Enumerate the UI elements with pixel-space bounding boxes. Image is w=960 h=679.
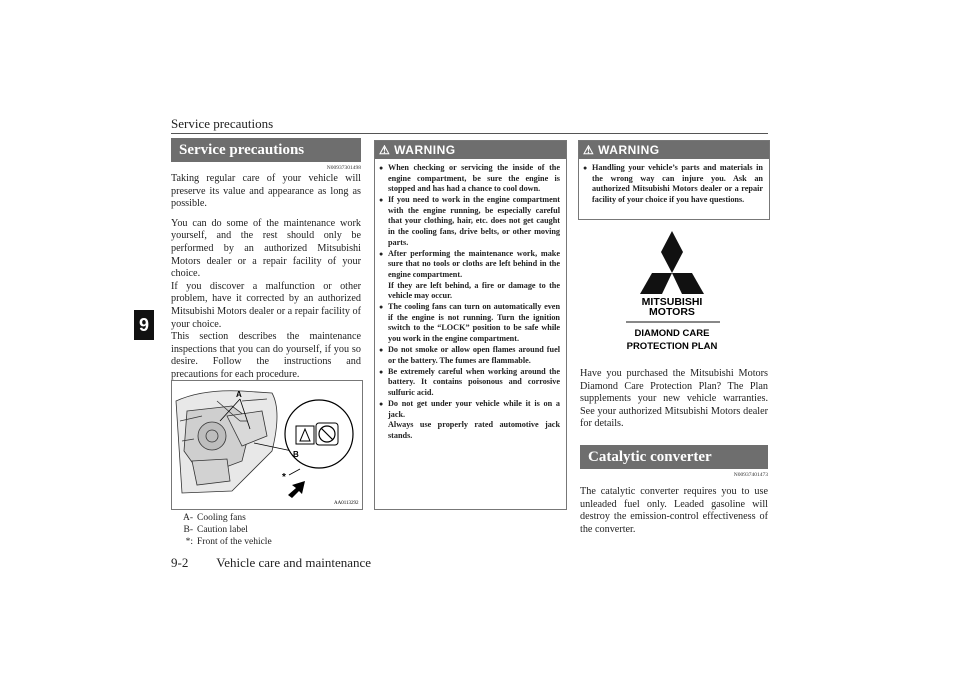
paragraph-2: You can do some of the maintenance work yourself, and the rest should only be performed by an authorized Mitsubishi Motors dealer or a repair facility of your choice. — [171, 217, 361, 280]
catalytic-section — [580, 445, 768, 536]
warning-item — [379, 249, 560, 302]
front-arrow-icon — [288, 481, 305, 498]
warning-item — [379, 399, 560, 441]
warning-triangle-icon: ⚠ — [379, 143, 391, 157]
warning-item-text: ● Do not get under your vehicle while it is on a jack. — [388, 399, 560, 419]
page-footer — [171, 555, 371, 571]
mitsubishi-diamond-care-logo — [620, 226, 730, 356]
plan-line-2: PROTECTION PLAN — [626, 341, 718, 352]
callout-a: A — [236, 390, 242, 399]
warning-item: ● If you need to work in the engine compartment with the engine running, be especially careful that your clothing, hair, etc. does not get caught in the cooling fans, drive belts, or other moving parts. — [379, 195, 560, 248]
warning-list — [375, 159, 566, 446]
section-heading-service-precautions: Service precautions — [171, 138, 361, 162]
legend-item: B- Caution label — [183, 525, 248, 535]
warning-box-maintenance — [374, 140, 567, 510]
legend-item: A- Cooling fans — [182, 513, 246, 523]
chapter-tab: 9 — [134, 310, 154, 340]
diamond-care-paragraph: Have you purchased the Mitsubishi Motors Diamond Care Protection Plan? The Plan supplements your new vehicle warranties. See your authorized Mitsubishi Motors dealer for details. — [580, 368, 768, 430]
warning-item-sub: If they are left behind, a fire or damage to the vehicle may occur. — [388, 280, 560, 301]
warning-list — [579, 159, 769, 210]
column-1 — [171, 138, 361, 382]
engine-illustration — [172, 381, 362, 509]
warning-item: ● When checking or servicing the inside of the engine compartment, be sure the engine is stopped and has had a chance to cool down. — [379, 163, 560, 195]
warning-item: ● Do not smoke or allow open flames around fuel or the battery. The fumes are flammable. — [379, 345, 560, 366]
running-header: Service precautions — [171, 116, 274, 131]
brand-line-1: MITSUBISHI — [641, 296, 703, 308]
warning-item-text: ● After performing the maintenance work, make sure that no tools or cloths are left behind in the engine compartment. — [388, 248, 560, 279]
catalytic-paragraph: The catalytic converter requires you to use unleaded fuel only. Leaded gasoline will destroy the emission-control effectiveness of the converter. — [580, 486, 768, 535]
legend-item: *: Front of the vehicle — [185, 537, 272, 547]
three-diamonds-icon — [620, 226, 730, 356]
warning-title: WARNING — [598, 143, 660, 157]
section-code: N00937401473 — [733, 472, 768, 478]
plan-line-1: DIAMOND CARE — [634, 328, 710, 339]
paragraph-1: Taking regular care of your vehicle will preserve its value and appearance as long as possible. — [171, 173, 361, 210]
figure-legend — [171, 512, 361, 548]
paragraph-4: This section describes the maintenance inspections that you can do yourself, if you so desire. Follow the instructions and precautions for each procedure. — [171, 331, 361, 380]
engine-compartment-figure — [171, 380, 363, 510]
callout-b: B — [293, 450, 299, 459]
warning-item: ● Handling your vehicle’s parts and materials in the wrong way can injure you. Ask an authorized Mitsubishi Motors dealer or a repair facility of your choice if you have questions. — [583, 163, 763, 205]
header-rule — [171, 133, 768, 134]
figure-code: AA0113292 — [334, 501, 359, 506]
section-code: N00937301498 — [326, 165, 361, 171]
warning-header — [579, 141, 769, 159]
section-heading-catalytic-converter: Catalytic converter — [580, 445, 768, 469]
warning-triangle-icon: ⚠ — [583, 143, 595, 157]
warning-title: WARNING — [394, 143, 456, 157]
warning-item-sub: Always use properly rated automotive jack stands. — [388, 420, 560, 440]
paragraph-3: If you discover a malfunction or other problem, have it corrected by an authorized Mitsubishi Motors dealer or a repair facility of your choice. — [171, 280, 361, 330]
warning-header — [375, 141, 566, 159]
brand-line-2: MOTORS — [649, 306, 695, 318]
chapter-name: Vehicle care and maintenance — [216, 555, 372, 570]
warning-box-parts — [578, 140, 770, 220]
warning-item: ● Be extremely careful when working around the battery. It contains poisonous and corrosive sulfuric acid. — [379, 367, 560, 399]
callout-star: * — [282, 472, 286, 483]
page-number: 9-2 — [171, 555, 189, 570]
warning-item: ● The cooling fans can turn on automatically even if the engine is not running. Turn the ignition switch to the “LOCK” position to be safe while you work in the engine compartment. — [379, 302, 560, 344]
